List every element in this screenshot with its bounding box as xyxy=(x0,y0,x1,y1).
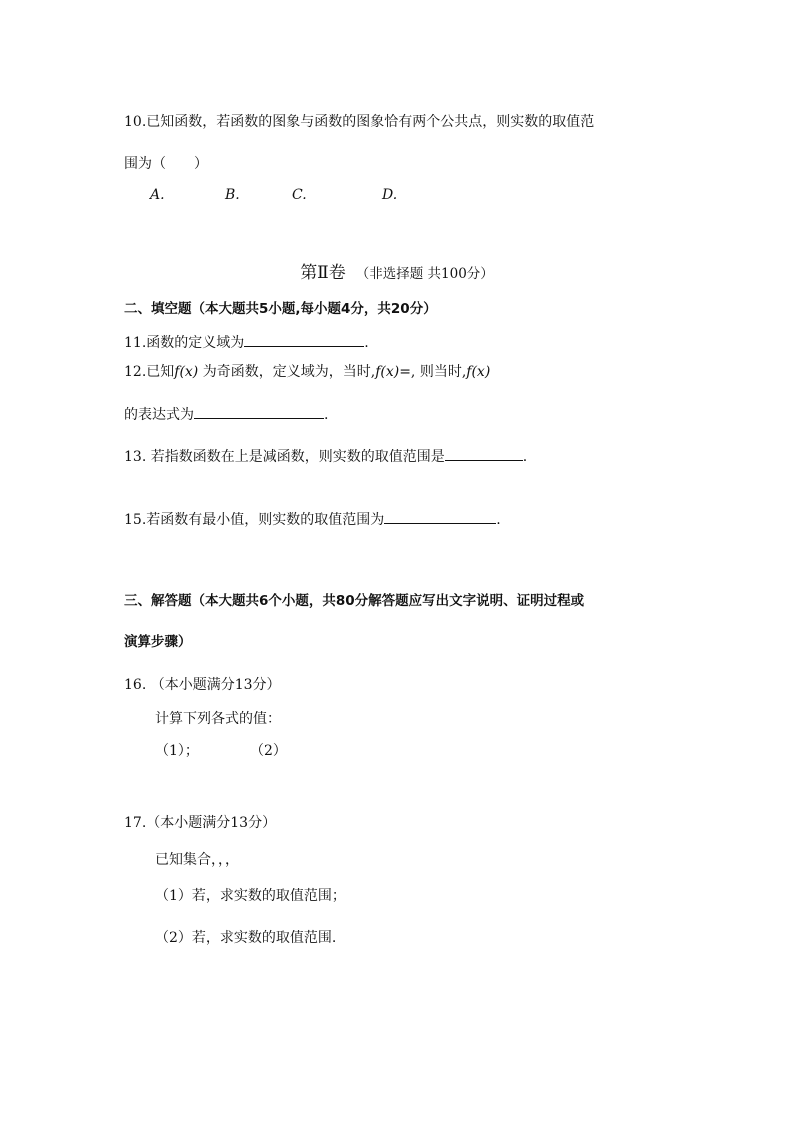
question-16-part1: （1）； xyxy=(155,743,199,759)
question-12-end: . xyxy=(324,407,329,423)
question-12-line2-text: 的表达式为 xyxy=(124,407,194,423)
question-10-line1: 10.已知函数，若函数的图象与函数的图象恰有两个公共点，则实数的取值范 xyxy=(124,114,595,130)
option-a: A. xyxy=(150,187,165,203)
question-11-text: 11.函数的定义域为 xyxy=(124,335,245,351)
question-13 xyxy=(124,446,527,466)
question-12-line1 xyxy=(124,363,490,381)
question-11 xyxy=(124,332,369,352)
section-3-heading-line1: 三、解答题（本大题共6个小题，共80分解答题应写出文字说明、证明过程或 xyxy=(124,593,585,609)
section-3-heading-line2: 演算步骤） xyxy=(124,634,192,650)
question-17-header: 17.（本小题满分13分） xyxy=(124,815,277,831)
part-2-subtitle: （非选择题 共100分） xyxy=(355,266,494,282)
question-15-text: 15.若函数有最小值，则实数的取值范围为 xyxy=(124,512,385,528)
answer-blank-12 xyxy=(194,404,324,419)
question-11-end: . xyxy=(364,335,369,351)
option-d: D. xyxy=(382,187,398,203)
question-12-line2 xyxy=(124,404,328,424)
question-17-part2: （2）若，求实数的取值范围. xyxy=(155,930,337,946)
question-16-part2: （2） xyxy=(250,743,287,759)
question-12-fx-eq: f(x)= xyxy=(375,364,411,380)
answer-blank-15 xyxy=(384,509,496,524)
question-12-prefix: 12.已知 xyxy=(124,364,175,380)
option-c: C. xyxy=(292,187,307,203)
question-17-part1: （1）若，求实数的取值范围； xyxy=(155,888,346,904)
section-2-heading: 二、填空题（本大题共5小题,每小题4分，共20分） xyxy=(124,301,437,317)
question-15-end: . xyxy=(496,512,501,528)
question-10-line2: 围为（ ） xyxy=(124,156,208,172)
answer-blank-13 xyxy=(445,446,523,461)
question-16-instruction: 计算下列各式的值： xyxy=(155,711,281,727)
question-15 xyxy=(124,509,501,529)
question-12-fx-tail: f(x) xyxy=(466,364,491,380)
question-13-end: . xyxy=(522,449,528,465)
question-12-mid2: , 则当时, xyxy=(410,364,467,380)
part-2-title-main: 第Ⅱ卷 xyxy=(300,263,346,283)
question-17-given: 已知集合，，， xyxy=(155,852,239,868)
option-b: B. xyxy=(225,187,240,203)
part-2-title xyxy=(0,258,794,283)
question-16-header: 16. （本小题满分13分） xyxy=(124,677,281,693)
question-13-text: 13. 若指数函数在上是减函数，则实数的取值范围是 xyxy=(124,449,445,465)
question-12-fx: f(x) xyxy=(174,364,199,380)
answer-blank-11 xyxy=(244,332,364,347)
question-12-mid: 为奇函数，定义域为，当时, xyxy=(202,364,376,380)
